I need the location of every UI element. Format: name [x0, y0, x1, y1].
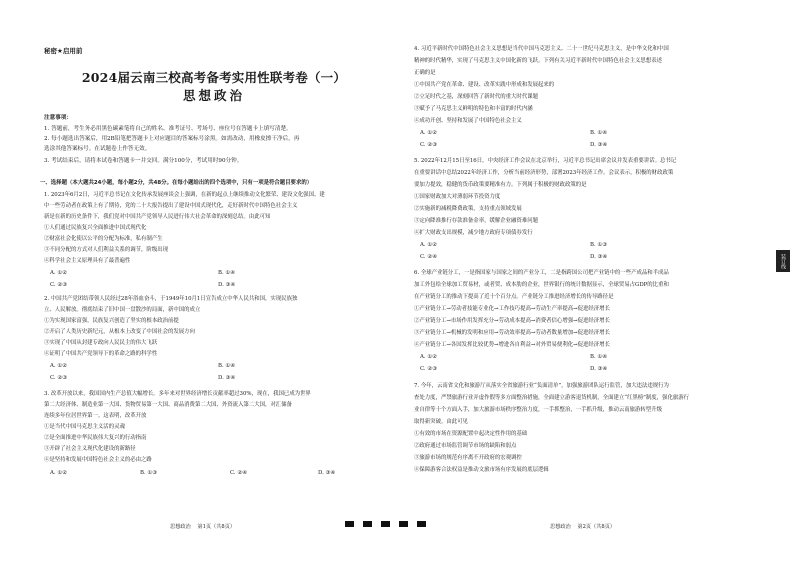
question-line: 精神的时代精华，实现了马克思主义中国化新的飞跃。下列有关习近平新时代中国特色社会主义思想表述 — [414, 58, 662, 64]
question-line: 6. 全球产业链分工，一是指国家与国家之间的产业分工，二是指跨国公司把产业链中的一些产成品和半成品 — [414, 270, 669, 276]
answer-option[interactable]: A. ①② — [420, 354, 437, 360]
notice-heading: 注意事项： — [44, 115, 72, 121]
question-line: 取得新突破。由此可见 — [414, 419, 468, 425]
section-heading: 一、选择题（本大题共24小题，每小题2分，共48分。在每小题给出的四个选项中，只有一项是符合题目要求的） — [40, 180, 313, 186]
question-line: 1. 2023年6月2日，习近平总书记在文化传承发展座谈会上强调，在新的起点上继续推动文化繁荣、建设文化强国、建 — [44, 192, 325, 198]
answer-option[interactable]: D. ③④ — [318, 470, 336, 476]
option-statement: ③实现了中国从封建专政向人民民主的伟大飞跃 — [44, 340, 158, 346]
question-line: 4. 习近平新时代中国特色社会主义思想是当代中国马克思主义、二十一世纪马克思主义，是中华文化和中国 — [414, 46, 669, 52]
answer-option[interactable]: A. ①② — [50, 363, 67, 369]
question-line: 连续多年位居世界第一。这表明，改革开放 — [44, 413, 147, 419]
answer-option[interactable]: D. ③④ — [590, 366, 608, 372]
answer-option[interactable]: D. ③④ — [590, 254, 608, 260]
answer-option[interactable]: B. ①③ — [140, 470, 158, 476]
question-line: 在产业链分工的推动下提高了近十个百分点。产业链分工推进经济增长的传导路径是 — [414, 294, 614, 300]
option-statement: ②实施新的减税降费政策，支持重点领域发展 — [414, 206, 522, 212]
answer-option[interactable]: D. ③④ — [218, 282, 236, 288]
footer-left — [170, 523, 235, 530]
registration-mark — [399, 521, 408, 527]
option-statement: ①中国共产党在革命、建设、改革实践中形成和发展起来的 — [414, 82, 555, 88]
option-statement: ③开辟了社会主义现代化建设的新路径 — [44, 446, 136, 452]
notice-item: 1. 答题前，考生务必用黑色碳素笔将自己的姓名、准考证号、考场号、座位号在答题卡上填写清楚。 — [44, 126, 292, 132]
option-statement: ③赋予了马克思主义鲜明的特色和丰富的时代内涵 — [414, 106, 533, 112]
registration-mark — [345, 521, 354, 527]
option-statement: ①产业链分工→劳动者技能专业化→工作技巧提高→劳动生产率提高→促进经济增长 — [414, 306, 610, 312]
answer-option[interactable]: D. ③④ — [218, 375, 236, 381]
question-line: 加工外包给全球加工贸易材，或者贸、成本肋的企业，世界银行的统计数据显示，全球贸易占GDP的比重和 — [414, 282, 669, 288]
exam-subject: 思想政治 — [182, 88, 245, 103]
footer-right — [550, 523, 615, 530]
question-line: 7. 今年，云南省文化和旅游厅从落实全省旅游行业“负面清单”，加强旅游团队运行监管，加大违法违规行为 — [414, 383, 669, 389]
option-statement: ①人们通过民族复兴全面推进中国式现代化 — [44, 225, 147, 231]
answer-option[interactable]: C. ②③ — [420, 366, 438, 372]
question-line: 中一些劳动者在政策上有了期待，党的二十大报告提出了建设中国式现代化，走好新时代中国特色社会主义 — [44, 203, 298, 209]
answer-option[interactable]: C. ②③ — [50, 282, 68, 288]
answer-option[interactable]: C. ②④ — [230, 470, 248, 476]
registration-mark — [363, 521, 372, 527]
option-statement: ②开启了人类历史新纪元，从根本上改变了中国社会的发展方向 — [44, 329, 195, 335]
question-line: 5. 2022年12月15日至16日，中央经济工作会议在北京举行，习近平总书记出席会议并发表重要讲话。总书记 — [414, 158, 677, 164]
option-statement: ④成功开创、坚持和发展了中国特色社会主义 — [414, 118, 522, 124]
footer-page: 第2页（共8页） — [577, 524, 616, 530]
answer-option[interactable]: A. ①② — [420, 242, 437, 248]
option-statement: ②是全面推进中华民族伟大复兴的行动指南 — [44, 435, 147, 441]
question-line: 3. 改革开放以来，我国国内生产总值大幅增长。多年来对世界经济增长贡献率超过30%，现在，我国已成为世界 — [44, 391, 311, 397]
answer-option[interactable]: A. ①② — [50, 270, 67, 276]
answer-option[interactable]: A. ①② — [50, 470, 67, 476]
option-statement: ②财富社会化使以公平的分配为标准，私有制产生 — [44, 236, 163, 242]
option-statement: ④科学社会主义原理具有了最普遍性 — [44, 258, 131, 264]
footer-subject: 思想政治 — [170, 524, 191, 530]
option-statement: ①为实现国家富强，民族复兴创造了坚实的根本政治前提 — [44, 318, 179, 324]
option-statement: ①国家财政加大对薄弱环节投资力度 — [414, 194, 501, 200]
question-line: 新是在新的历史条件下，我们党对中国共产党领导人民进行伟大社会革命的深刻总结。由此可知 — [44, 214, 271, 220]
registration-marks — [345, 521, 426, 527]
question-line: 第二大经济体、制造业第一大国、货物贸易第一大国、商品消费第二大国、外资流入第二大国，对汇储备 — [44, 402, 292, 408]
answer-option[interactable]: D. ③④ — [590, 142, 608, 148]
option-statement: ③定向降准推行存款准备金率，缓解企业融资难问题 — [414, 218, 538, 224]
binding-tab: 装订线 — [776, 250, 790, 272]
footer-subject: 思想政治 — [550, 524, 571, 530]
answer-option[interactable]: C. ②③ — [420, 142, 438, 148]
answer-option[interactable]: C. ②④ — [420, 254, 438, 260]
answer-option[interactable]: B. ①③ — [590, 242, 608, 248]
option-statement: ③不同分配的方式对人们利益关系的调节，阶级出现 — [44, 247, 168, 253]
answer-option[interactable]: A. ①② — [420, 130, 437, 136]
option-statement: ②产业链分工→市场作用发挥充分→劳动成本提高→消费者信心增强→促进经济增长 — [414, 318, 610, 324]
answer-option[interactable]: B. ①④ — [590, 130, 608, 136]
option-statement: ③产业链分工→机械的发明和应用→劳动效率提高→劳动者数量增加→促进经济增长 — [414, 330, 610, 336]
notice-item: 3. 考试结束后，请将本试卷和答题卡一并交回。满分100分，考试用时90分钟。 — [44, 158, 243, 164]
option-statement: ②政府通过市场监管调节市场的缺陷和弱点 — [414, 443, 517, 449]
option-statement: ②立足时代之基，深刻回答了新时代的重大时代课题 — [414, 94, 538, 100]
answer-option[interactable]: B. ①④ — [590, 354, 608, 360]
answer-option[interactable]: B. ①④ — [218, 363, 236, 369]
registration-mark — [381, 521, 390, 527]
option-statement: ④扩大财政支出规模，减少地方政府专项债券发行 — [414, 230, 533, 236]
question-line: 2. 中国共产党团结带领人民经过28年浴血奋斗，于1949年10月1日宣告成立中华人民共和国，实现民族独 — [44, 296, 298, 302]
option-statement: ④保障游客合法权益是推动文旅市场有序发展的底层逻辑 — [414, 467, 549, 473]
notice-item: 2. 每小题选出答案后，用2B铅笔把答题卡上对应题目的答案标号涂黑。如需改动，用橡皮擦干净后，再 — [44, 136, 300, 142]
option-statement: ①有效的市场在资源配置中起决定性作用的基础 — [414, 431, 528, 437]
question-line: 要加力提效，稳健的货币政策要精准有力。下列属于积极的财政政策的是 — [414, 182, 587, 188]
question-line: 正确的是 — [414, 70, 436, 76]
question-line: 查处力度，严禁旅游行业弄虚作假等多方面整治措施，全面建立游客退货机制，全面建立“红黑榜”制度，强化旅游行 — [414, 395, 690, 401]
question-line: 业自律等十个方面入手，加大旅游市场秩序整治力度，一手抓整治，一手抓升级，推动云南旅游转型升级 — [414, 407, 662, 413]
footer-page: 第1页（共8页） — [197, 524, 236, 530]
question-line: 立、人民解放。彻底结束了旧中国一盘散沙的局面，新中国的成立 — [44, 307, 201, 313]
option-statement: ④是坚持和发展中国特色社会主义的必由之路 — [44, 457, 152, 463]
notice-item: 选涂其他答案标号。在试题卷上作答无效。 — [44, 146, 151, 152]
exam-title: 2024届云南三校高考备考实用性联考卷（一） — [81, 70, 347, 85]
registration-mark — [417, 521, 426, 527]
answer-option[interactable]: C. ②③ — [50, 375, 68, 381]
answer-option[interactable]: B. ①④ — [218, 270, 236, 276]
option-statement: ③旅游市场的规范有序离不开政府的宏观调控 — [414, 455, 522, 461]
question-line: 在重要讲话中总结2022年经济工作，分析当前经济形势，部署2023年经济工作。会议表示，积极的财政政策 — [414, 170, 674, 176]
option-statement: ④产业链分工→各国发挥比较优势→增进各自利益→对外贸易便利化→促进经济增长 — [414, 342, 610, 348]
option-statement: ④证明了中国共产党领导下的革命之路的科学性 — [44, 351, 158, 357]
option-statement: ①是当代中国马克思主义活的灵魂 — [44, 424, 125, 430]
confidential-label: 秘密★启用前 — [44, 47, 83, 55]
